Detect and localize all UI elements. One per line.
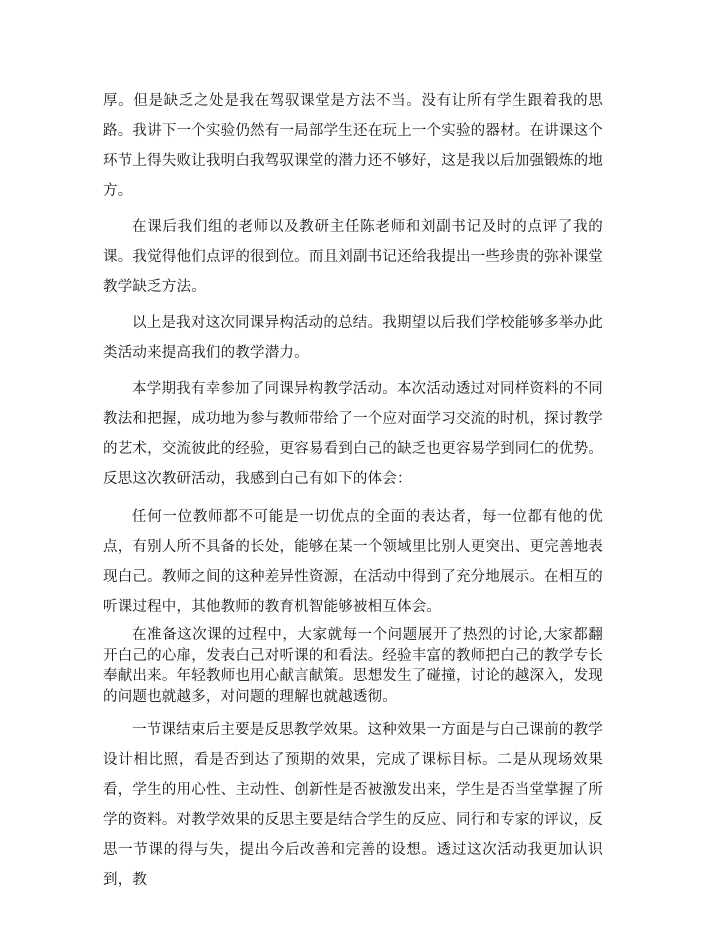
- paragraph-2: 在课后我们组的老师以及教研主任陈老师和刘副书记及时的点评了我的课。我觉得他们点评的很到位。而且刘副书记还给我提出一些珍贵的弥补课堂教学缺乏方法。: [103, 219, 603, 295]
- paragraph-1: 厚。但是缺乏之处是我在驾驭课堂是方法不当。没有让所有学生跟着我的思路。我讲下一个实验仍然有一局部学生还在玩上一个实验的器材。在讲课这个环节上得失败让我明白我驾驭课堂的潜力还不够好，这是我以后加强锻炼的地方。: [103, 93, 603, 199]
- paragraph-4: 本学期我有幸参加了同课异构教学活动。本次活动透过对同样资料的不同教法和把握，成功地为参与教师带给了一个应对面学习交流的时机，探讨教学的艺术，交流彼此的经验，更容易看到白己的缺乏也更容易学到同仁的优势。反思这次教研活动，我感到白己有如下的体会：: [103, 381, 603, 487]
- paragraph-5: 任何一位教师都不可能是一切优点的全面的表达者，每一位都有他的优点，有别人所不具备的长处，能够在某一个领域里比别人更突出、更完善地表现白己。教师之间的这种差异性资源，在活动中得到了充分地展示。在相互的听课过程中，其他教师的教育机智能够被相互体会。: [103, 509, 603, 615]
- document-body: [103, 86, 603, 895]
- paragraph-7: 一节课结束后主要是反思教学效果。这种效果一方面是与白己课前的教学设计相比照，看是否到达了预期的效果，完成了课标目标。二是从现场效果看，学生的用心性、主动性、创新性是否被激发出来，学生是否当堂掌握了所学的资料。对教学效果的反思主要是结合学生的反应、同行和专家的评议，反思一节课的得与失，提出今后改善和完善的设想。透过这次活动我更加认识到，教: [103, 722, 603, 888]
- paragraph-6: 在准备这次课的过程中，大家就每一个问题展开了热烈的讨论,大家都翻开白己的心扉，发表白己对听课的和看法。经验丰富的教师把白己的教学专长奉献出来。年轻教师也用心献言献策。思想发生了碰撞，讨论的越深入，发现的问题也就越多，对问题的理解也就越透彻。: [103, 627, 603, 705]
- paragraph-3: 以上是我对这次同课异构活动的总结。我期望以后我们学校能够多举办此类活动来提高我们的教学潜力。: [103, 315, 603, 361]
